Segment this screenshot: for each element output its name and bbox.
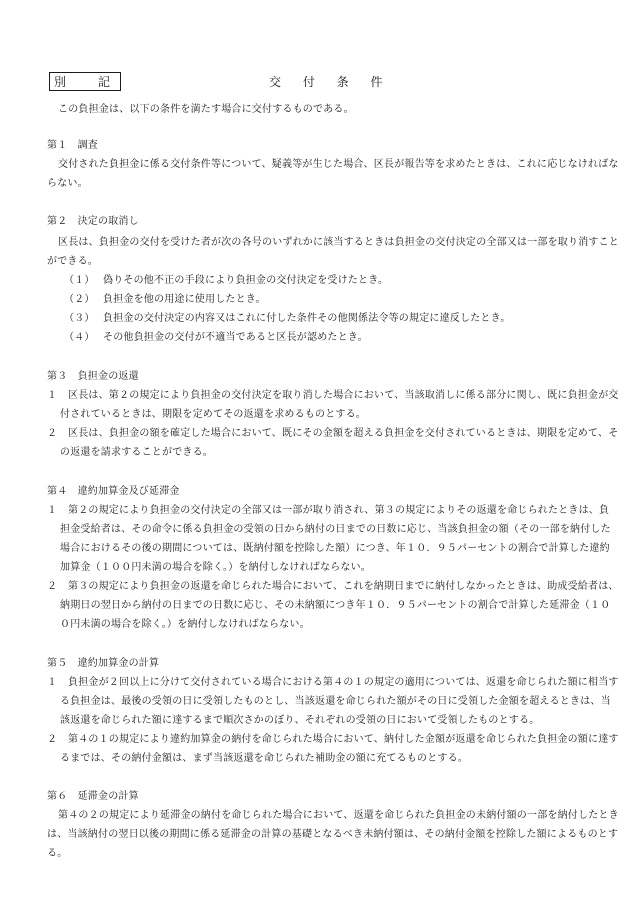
section-4-title: 第４ 違約加算金及び延滞金 — [47, 486, 180, 497]
section-4 — [47, 482, 619, 634]
section-3-item — [47, 424, 619, 462]
item-number: ２ — [47, 428, 58, 439]
item-text: 負担金の交付決定の内容又はこれに付した条件その他関係法令等の規定に違反したとき。 — [103, 313, 511, 324]
item-text: 第４の１の規定により違約加算金の納付を命じられた場合において、納付した金額が返還を命じられた負担金の額に達するまでは、その納付金額は、まず当該返還を命じられた補助金の額に充てるものとする。 — [60, 734, 619, 764]
section-5-item — [47, 730, 619, 768]
item-text: 第２の規定により負担金の交付決定の全部又は一部が取り消され、第３の規定によりその返還を命じられたときは、負担金受給者は、その命令に係る負担金の受領の日から納付の日までの日数に応じ、当該負担金の額（その一部を納付した場合におけるその後の期間については、既納付額を控除した額）につき、年１０．９５パーセントの割合で計算した違約加算金（１００円未満の場合を除く。）を納付しなければならない。 — [60, 505, 611, 573]
section-6-body: 第４の２の規定により延滞金の納付を命じられた場合において、返還を命じられた負担金の未納付額の一部を納付したときは、当該納付の翌日以後の期間に係る延滞金の計算の基礎となるべき未納付額は、その納付金額を控除した額によるものとする。 — [47, 810, 619, 859]
document-body — [47, 100, 619, 882]
item-number: （１） — [64, 275, 95, 286]
item-text: 負担金を他の用途に使用したとき。 — [103, 294, 266, 305]
section-3 — [47, 367, 619, 462]
section-2-body: 区長は、負担金の交付を受けた者が次の各号のいずれかに該当するときは負担金の交付決定の全部又は一部を取り消すことができる。 — [47, 237, 619, 267]
item-number: １ — [47, 505, 58, 516]
section-6-title: 第６ 延滞金の計算 — [47, 791, 139, 802]
item-text: 区長は、第２の規定により負担金の交付決定を取り消した場合において、当該取消しに係る部分に関し、既に負担金が交付されているときは、期限を定めてその返還を求めるものとする。 — [60, 390, 619, 420]
item-text: 偽りその他不正の手段により負担金の交付決定を受けたとき。 — [103, 275, 389, 286]
section-5-item — [47, 673, 619, 730]
section-2-item — [47, 271, 619, 290]
section-2-item — [47, 309, 619, 328]
item-text: 区長は、負担金の額を確定した場合において、既にその金額を超える負担金を交付されているときは、期限を定めて、その返還を請求することができる。 — [60, 428, 619, 458]
section-5 — [47, 654, 619, 768]
item-number: （３） — [64, 313, 95, 324]
section-2-title: 第２ 決定の取消し — [47, 216, 139, 227]
section-1-body: 交付された負担金に係る交付条件等について、疑義等が生じた場合、区長が報告等を求めたときは、これに応じなければならない。 — [47, 159, 619, 189]
annex-label-box: 別 記 — [49, 72, 121, 91]
item-text: 第３の規定により負担金の返還を命じられた場合において、これを納期日までに納付しなかったときは、助成受給者は、納期日の翌日から納付の日までの日数に応じ、その未納額につき年１０．９５パーセントの割合で計算した延滞金（１００円未満の場合を除く。）を納付しなければならない。 — [60, 581, 619, 630]
section-2-item — [47, 290, 619, 309]
section-3-item — [47, 386, 619, 424]
section-2 — [47, 212, 619, 347]
item-number: １ — [47, 390, 58, 401]
item-number: （４） — [64, 332, 95, 343]
item-number: ２ — [47, 734, 58, 745]
item-number: （２） — [64, 294, 95, 305]
item-number: １ — [47, 677, 58, 688]
document-title: 交 付 条 件 — [269, 75, 392, 89]
section-6 — [47, 787, 619, 863]
item-text: その他負担金の交付が不適当であると区長が認めたとき。 — [103, 332, 368, 343]
section-5-title: 第５ 違約加算金の計算 — [47, 658, 160, 669]
section-4-item — [47, 501, 619, 577]
intro-paragraph: この負担金は、以下の条件を満たす場合に交付するものである。 — [58, 104, 354, 115]
section-3-title: 第３ 負担金の返還 — [47, 371, 139, 382]
section-1 — [47, 136, 619, 193]
section-2-item — [47, 328, 619, 347]
item-number: ２ — [47, 581, 58, 592]
document-header — [49, 72, 589, 94]
section-4-item — [47, 577, 619, 634]
section-1-title: 第１ 調査 — [47, 140, 98, 151]
item-text: 負担金が２回以上に分けて交付されている場合における第４の１の規定の適用については、返還を命じられた額に相当する負担金は、最後の受領の日に受領したものとし、当該返還を命じられた額がその日に受領した金額を超えるときは、当該返還を命じられた額に達するまで順次さかのぼり、それぞれの受領の日において受領したものとする。 — [60, 677, 619, 726]
